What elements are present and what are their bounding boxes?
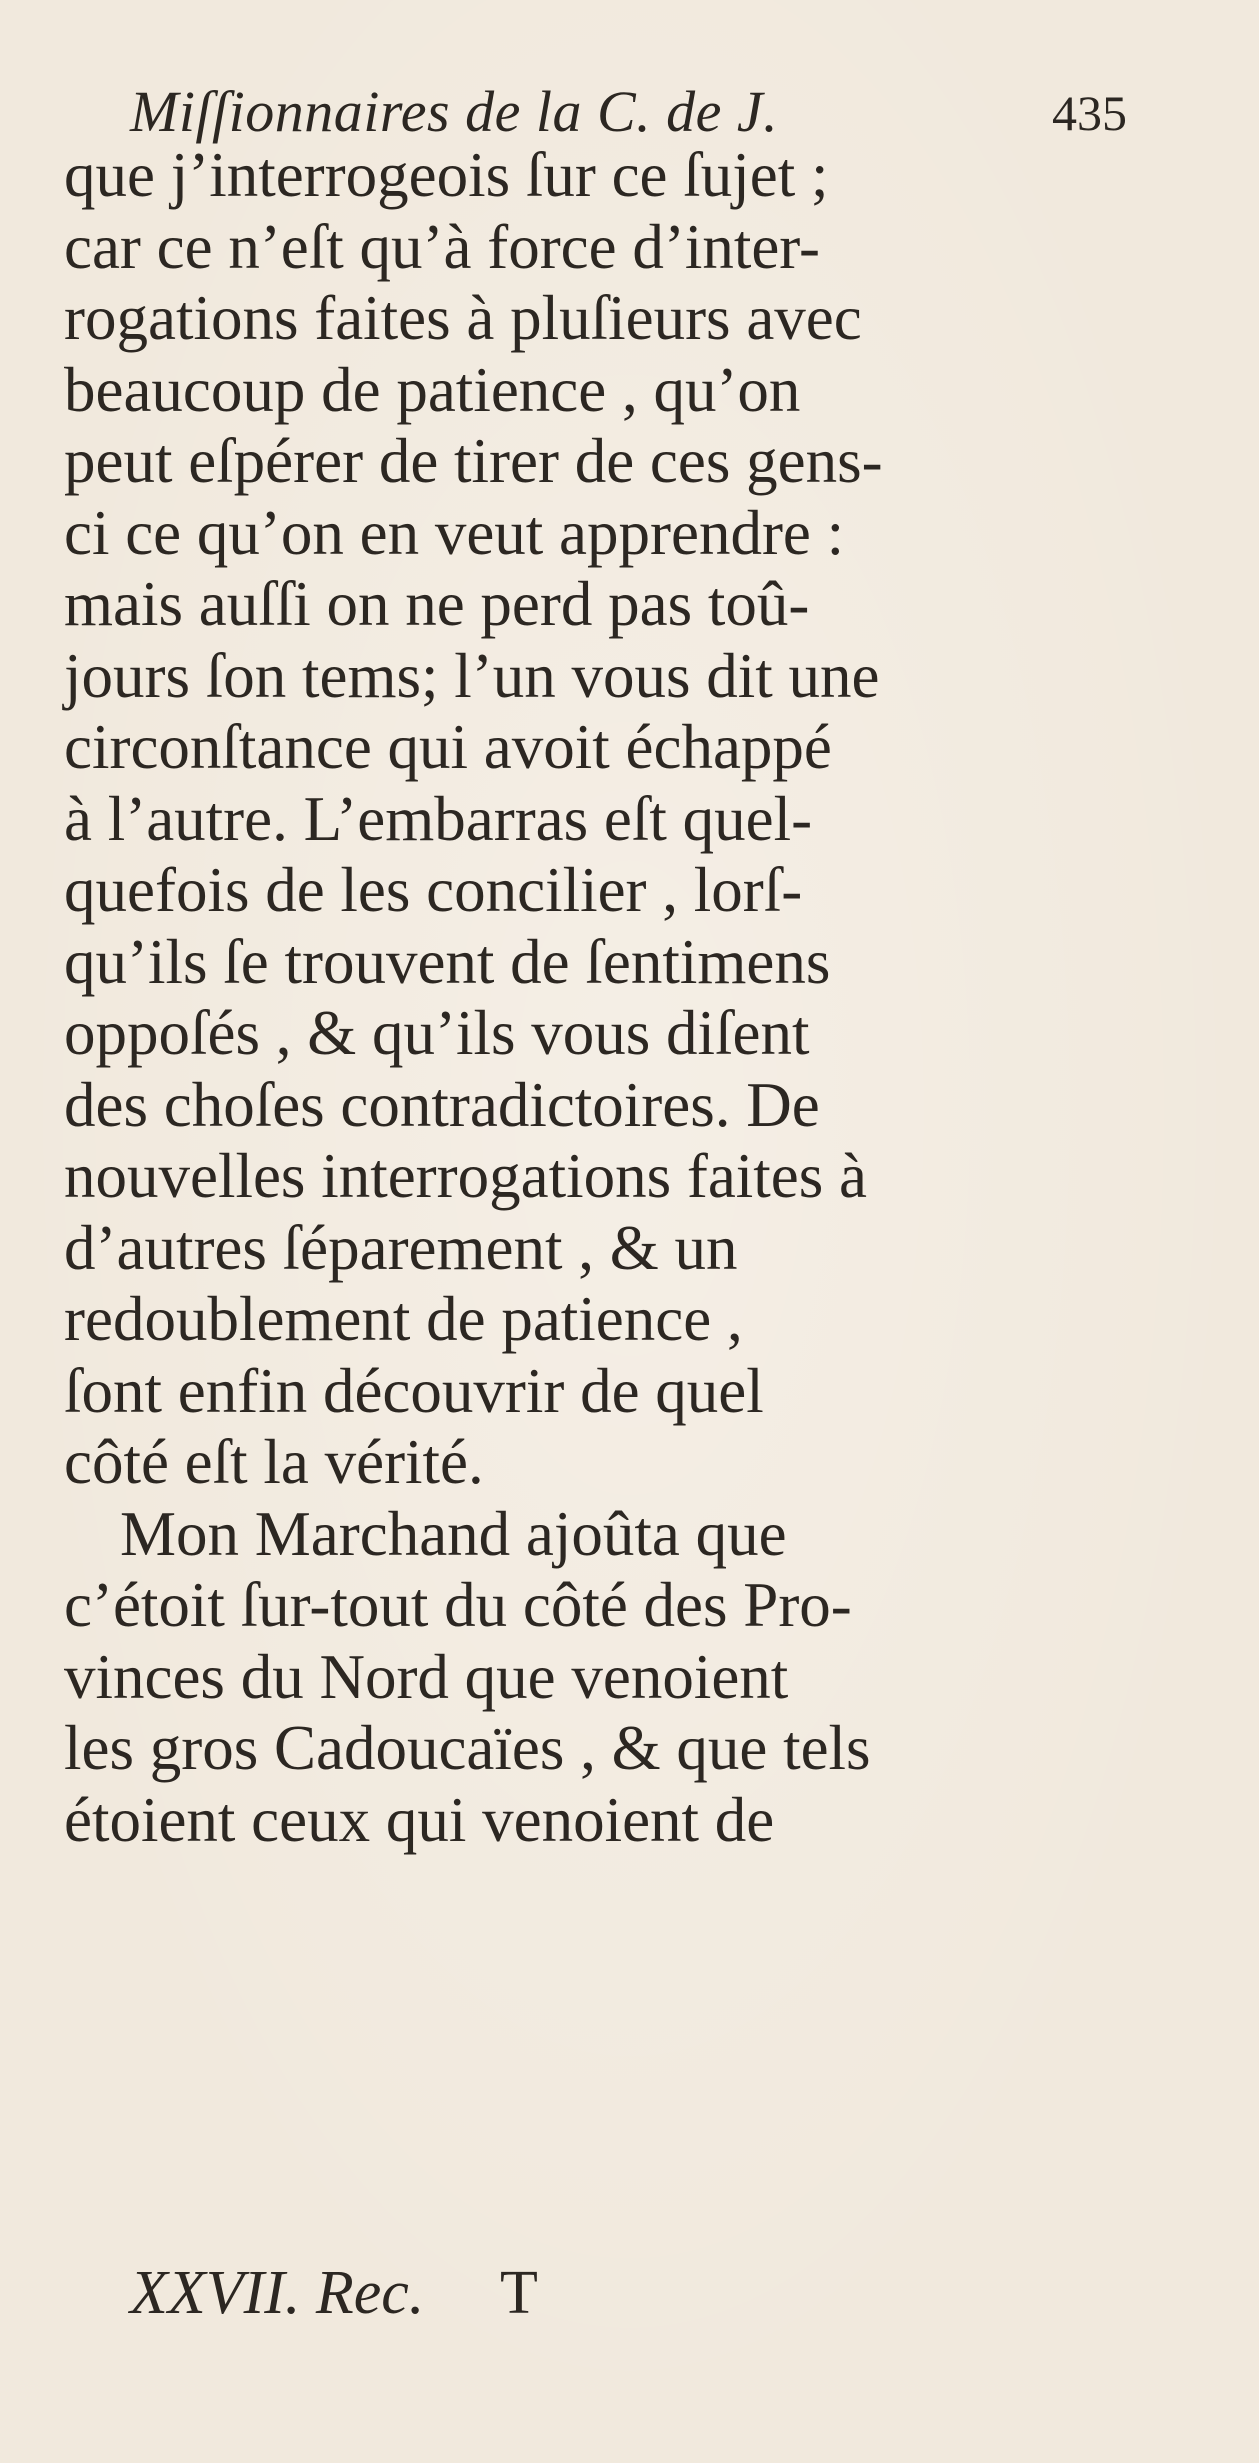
text-line: côté eſt la vérité. [64,1427,484,1497]
text-line: étoient ceux qui venoient de [64,1784,775,1855]
running-head-title: Miſſionnaires de la C. de J. [130,79,779,144]
text-line: d’autres ſéparement , & un [64,1212,738,1283]
page-footer [130,2258,1130,2328]
text-line: beaucoup de patience , qu’on [64,354,801,425]
text-line: quefois de les concilier , lorſ- [64,855,803,925]
text-line: oppoſés , & qu’ils vous diſent [64,998,810,1068]
text-line: à l’autre. L’embarras eſt quel- [64,783,813,854]
text-line: rogations faites à pluſieurs avec [64,283,862,353]
text-line: ſont enfin découvrir de quel [64,1355,764,1426]
text-line: peut eſpérer de tirer de ces gens- [64,426,883,496]
gathering-mark: T [500,2259,538,2327]
signature-mark: XXVII. Rec. [130,2259,425,2327]
running-head [130,78,1130,148]
text-line: mais auſſi on ne perd pas toû- [64,569,810,639]
text-line: que j’interrogeois ſur ce ſujet ; [64,140,829,210]
text-line: des choſes contradictoires. De [64,1069,820,1140]
text-line: circonſtance qui avoit échappé [64,712,832,782]
text-line: c’étoit ſur-tout du côté des Pro- [64,1570,852,1640]
text-line: vinces du Nord que venoient [64,1641,789,1712]
text-line: redoublement de patience , [64,1284,743,1354]
text-line: nouvelles interrogations faites à [64,1141,868,1211]
text-line: qu’ils ſe trouvent de ſentimens [64,926,831,997]
body-text [64,140,1204,1856]
text-line: jours ſon tems; l’un vous dit une [64,640,880,711]
text-line: ci ce qu’on en veut apprendre : [64,497,845,568]
text-line: les gros Cadoucaïes , & que tels [64,1713,871,1783]
page-number: 435 [1052,85,1127,141]
paragraph-start-line: Mon Marchand ajoûta que [120,1498,787,1569]
text-line: car ce n’eſt qu’à force d’inter- [64,211,820,282]
